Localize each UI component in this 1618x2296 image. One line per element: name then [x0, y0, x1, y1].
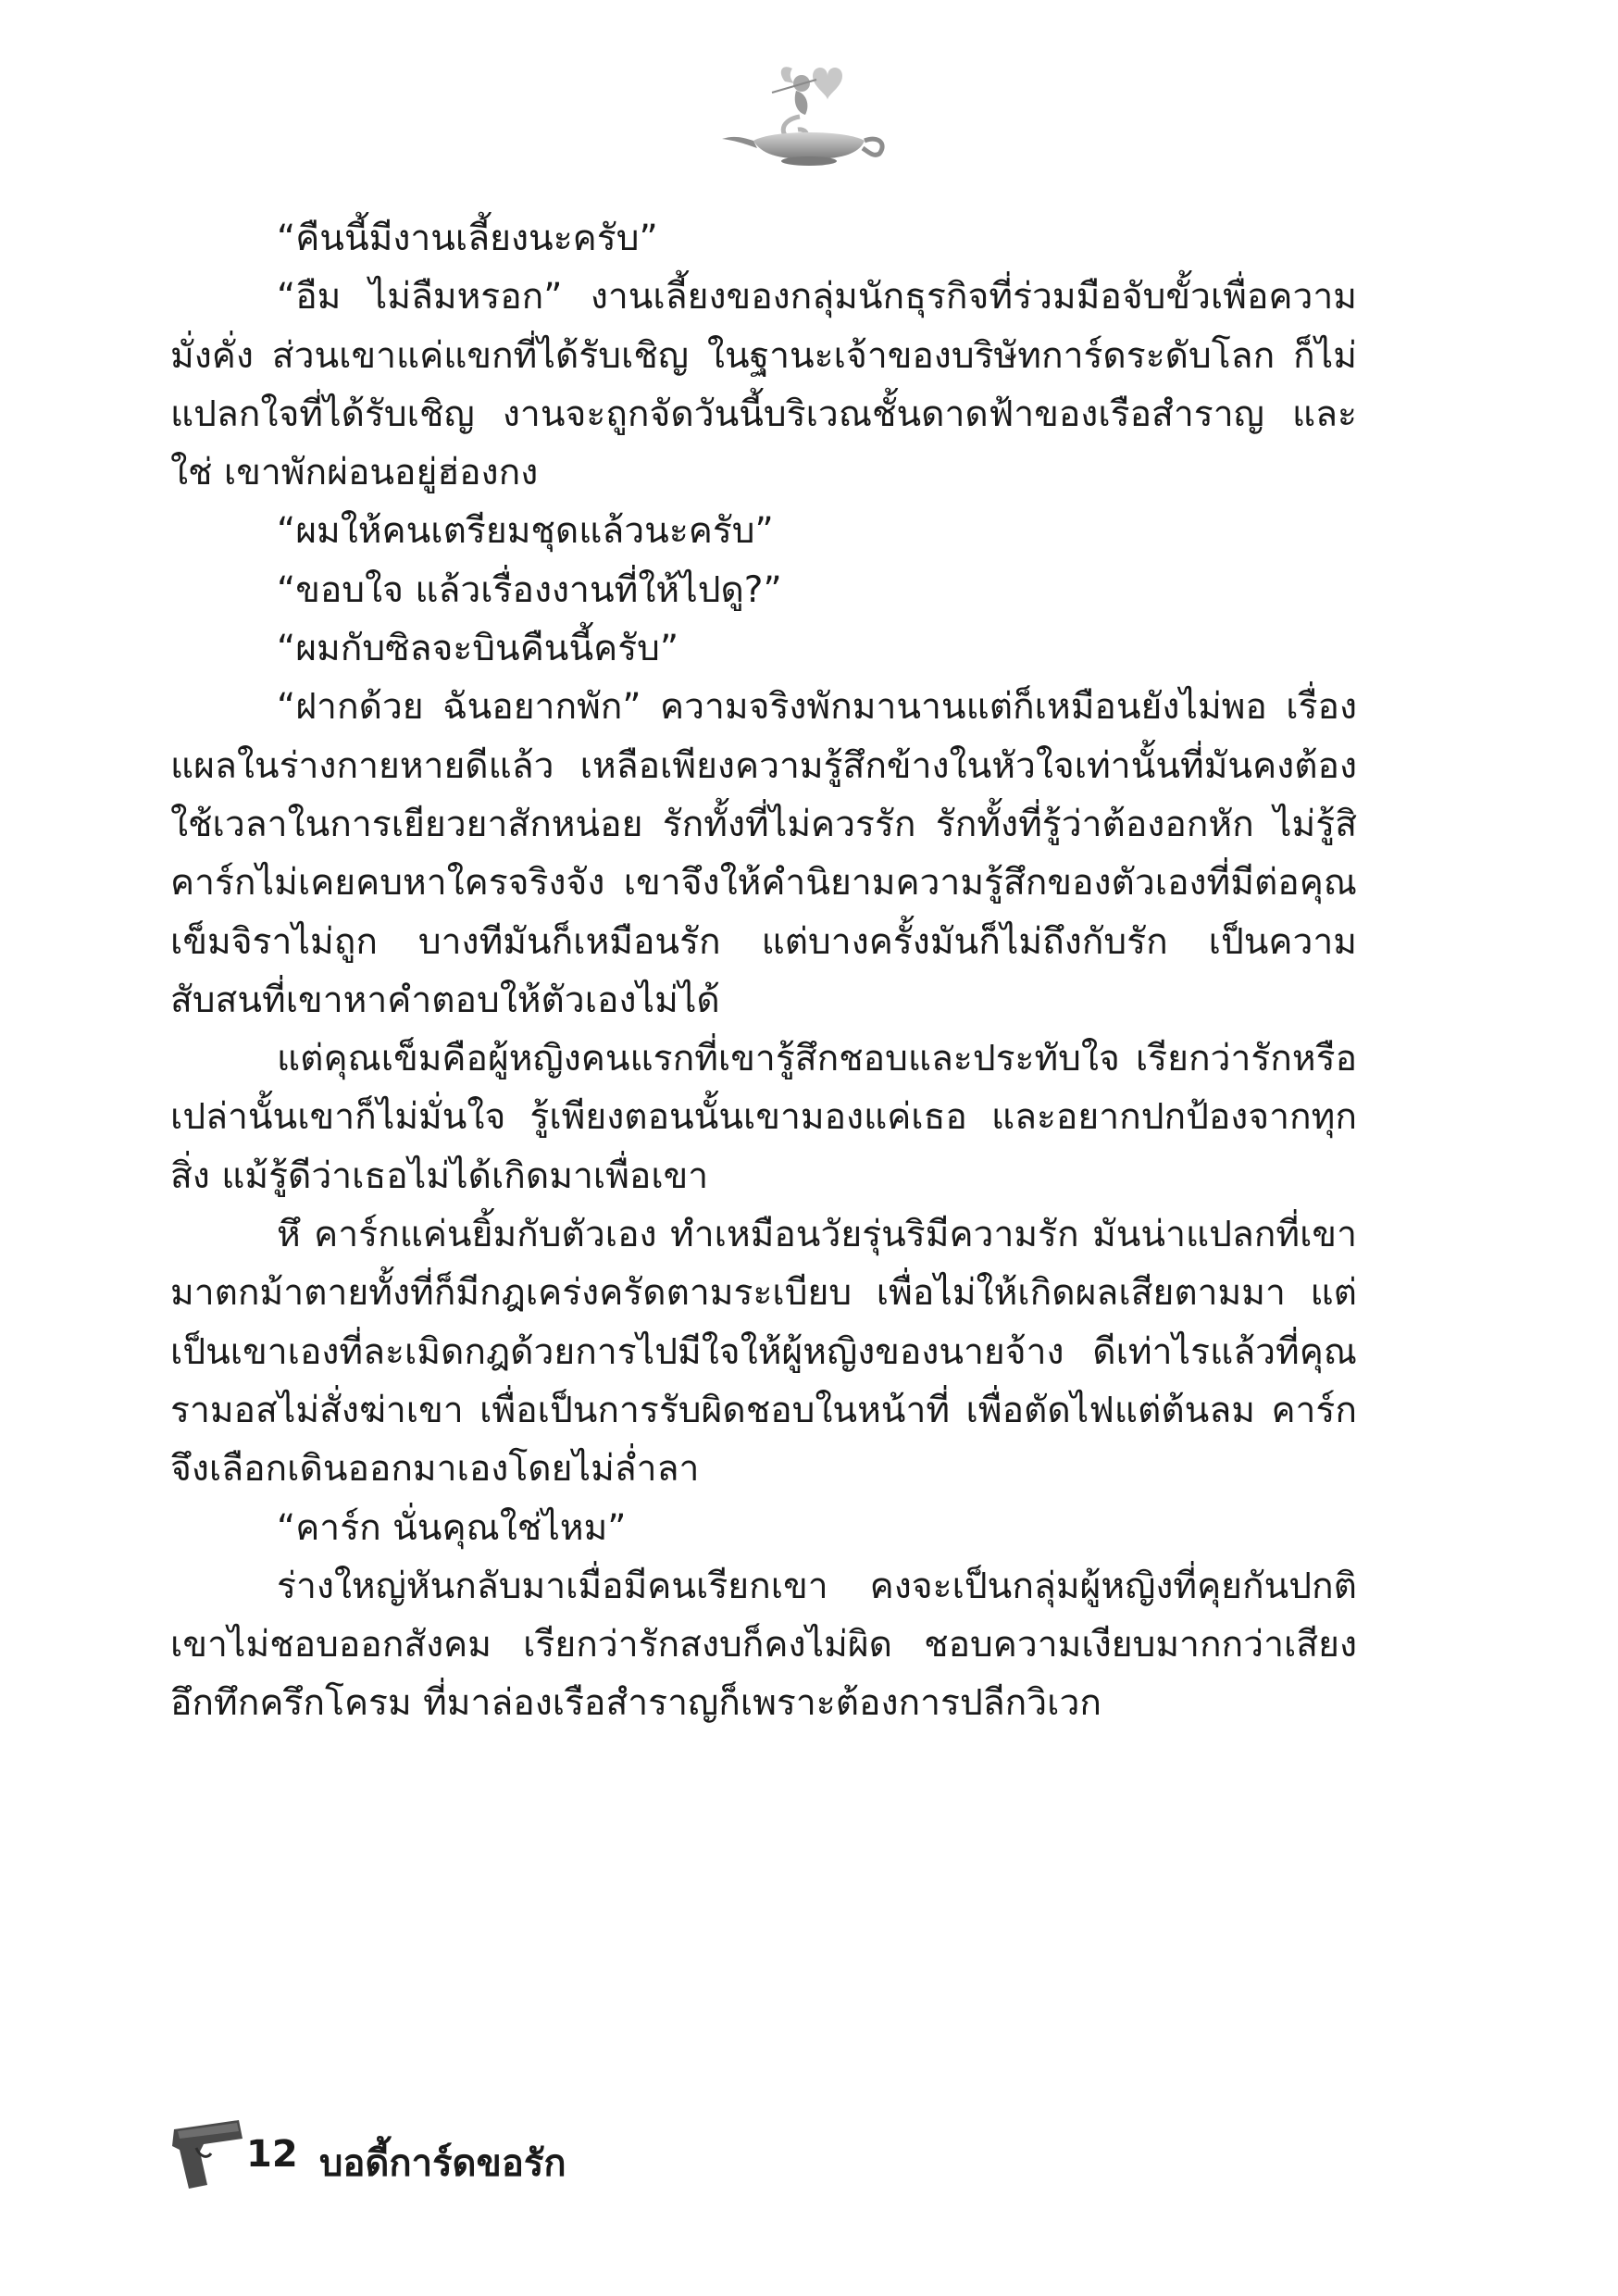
body-text	[170, 209, 1357, 1733]
paragraph: “คืนนี้มีงานเลี้ยงนะครับ”	[277, 218, 658, 259]
paragraph: แต่คุณเข็มคือผู้หญิงคนแรกที่เขารู้สึกชอบและประทับใจ เรียกว่ารักหรือเปล่านั้นเขาก็ไม่มั่นใจ รู้เพียงตอนนั้นเขามองแค่เธอ และอยากปกป้องจากทุกสิ่ง แม้รู้ดีว่าเธอไม่ได้เกิดมาเพื่อเขา	[170, 1038, 1357, 1197]
paragraph: หึ คาร์กแค่นยิ้มกับตัวเอง ทำเหมือนวัยรุ่นริมีความรัก มันน่าแปลกที่เขามาตกม้าตายทั้งที่ก็มีกฎเคร่งครัดตามระเบียบ เพื่อไม่ให้เกิดผลเสียตามมา แต่เป็นเขาเองที่ละเมิดกฎด้วยการไปมีใจให้ผู้หญิงของนายจ้าง ดีเท่าไรแล้วที่คุณรามอสไม่สั่งฆ่าเขา เพื่อเป็นการรับผิดชอบในหน้าที่ เพื่อตัดไฟแต่ต้นลม คาร์กจึงเลือกเดินออกมาเองโดยไม่ล่ำลา	[170, 1214, 1357, 1491]
pistol-icon	[167, 2111, 250, 2194]
paragraph: “คาร์ก นั่นคุณใช่ไหม”	[277, 1506, 627, 1549]
paragraph: “ผมให้คนเตรียมชุดแล้วนะครับ”	[277, 510, 774, 553]
cupid-genie-lamp-icon	[689, 56, 929, 167]
paragraph: “ฝากด้วย ฉันอยากพัก” ความจริงพักมานานแต่ก็เหมือนยังไม่พอ เรื่องแผลในร่างกายหายดีแล้ว เหลือเพียงความรู้สึกข้างในหัวใจเท่านั้นที่มันคงต้องใช้เวลาในการเยียวยาสักหน่อย รักทั้งที่ไม่ควรรัก รักทั้งที่รู้ว่าต้องอกหัก ไม่รู้สิ คาร์กไม่เคยคบหาใครจริงจัง เขาจึงให้คำนิยามความรู้สึกของตัวเองที่มีต่อคุณเข็มจิราไม่ถูก บางทีมันก็เหมือนรัก แต่บางครั้งมันก็ไม่ถึงกับรัก เป็นความสับสนที่เขาหาคำตอบให้ตัวเองไม่ได้	[170, 686, 1357, 1021]
paragraph: “ขอบใจ แล้วเรื่องงานที่ให้ไปดู?”	[277, 568, 782, 611]
paragraph: “ผมกับซิลจะบินคืนนี้ครับ”	[277, 628, 679, 670]
paragraph: “อืม ไม่ลืมหรอก” งานเลี้ยงของกลุ่มนักธุรกิจที่ร่วมมือจับขั้วเพื่อความมั่งคั่ง ส่วนเขาแค่แขกที่ได้รับเชิญ ในฐานะเจ้าของบริษัทการ์ดระดับโลก ก็ไม่แปลกใจที่ได้รับเชิญ งานจะถูกจัดวันนี้บริเวณชั้นดาดฟ้าของเรือสำราญ และใช่ เขาพักผ่อนอยู่ฮ่องกง	[170, 276, 1357, 494]
paragraph: ร่างใหญ่หันกลับมาเมื่อมีคนเรียกเขา คงจะเป็นกลุ่มผู้หญิงที่คุยกันปกติเขาไม่ชอบออกสังคม เรียกว่ารักสงบก็คงไม่ผิด ชอบความเงียบมากกว่าเสียงอึกทึกครึกโครม ที่มาล่องเรือสำราญก็เพราะต้องการปลีกวิเวก	[170, 1565, 1357, 1725]
page-number: 12	[246, 2133, 298, 2176]
page-footer	[167, 2111, 815, 2203]
book-title: บอดี้การ์ดขอรัก	[319, 2142, 566, 2185]
